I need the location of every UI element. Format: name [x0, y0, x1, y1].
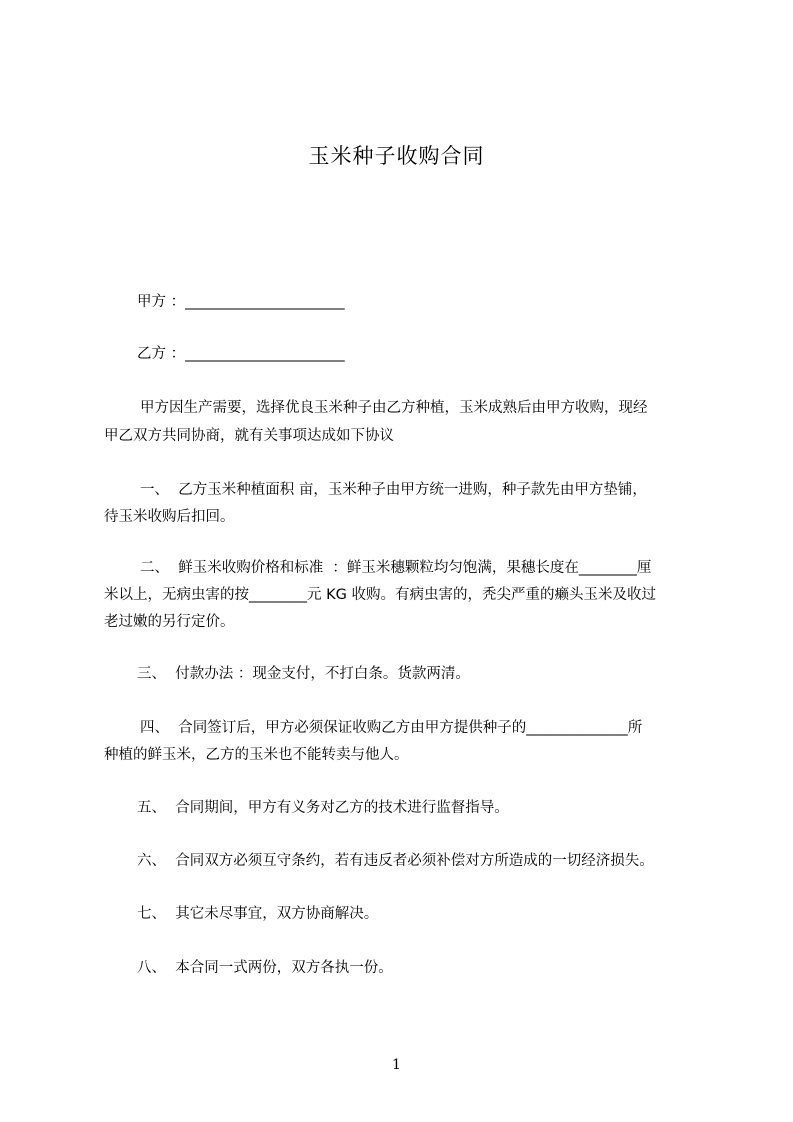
clause-1-line-2: 待玉米收购后扣回。 [104, 509, 235, 525]
clause-4-line-2: 种植的鲜玉米，乙方的玉米也不能转卖与他人。 [104, 747, 409, 763]
clause-3-line: 三、 付款办法 ：现金支付，不打白条。货款两清。 [137, 666, 470, 682]
clause-2-line-3: 老过嫩的另行定价。 [104, 614, 235, 630]
clause-2-line-1: 二、 鲜玉米收购价格和标准 ：鲜玉米穗颗粒均匀饱满，果穗长度在________厘 [140, 560, 652, 576]
document-title: 玉米种子收购合同 [308, 144, 485, 168]
clause-1-line-1: 一、 乙方玉米种植面积 亩，玉米种子由甲方统一进购，种子款先由甲方垫铺， [140, 482, 647, 498]
clause-6-line: 六、 合同双方必须互守条约，若有违反者必须补偿对方所造成的一切经济损失。 [137, 853, 654, 869]
clause-8-line: 八、 本合同一式两份，双方各执一份。 [137, 960, 393, 976]
clause-4-line-1: 四、 合同签订后，甲方必须保证收购乙方由甲方提供种子的______________所 [140, 720, 643, 736]
party-b-line: 乙方 ：______________________ [137, 346, 345, 362]
clause-2-line-2: 米以上，无病虫害的按________元 KG 收购。有病虫害的，秃尖严重的癞头玉米及收过 [104, 587, 656, 603]
clause-7-line: 七、 其它未尽事宜，双方协商解决。 [137, 906, 379, 922]
preamble-line-1: 甲方因生产需要，选择优良玉米种子由乙方种植，玉米成熟后由甲方收购，现经 [140, 400, 648, 416]
party-a-line: 甲方 ：______________________ [137, 294, 345, 310]
page-number: 1 [392, 1057, 401, 1073]
clause-5-line: 五、 合同期间，甲方有义务对乙方的技术进行监督指导。 [137, 800, 509, 816]
preamble-line-2: 甲乙双方共同协商，就有关事项达成如下协议 [104, 428, 394, 444]
